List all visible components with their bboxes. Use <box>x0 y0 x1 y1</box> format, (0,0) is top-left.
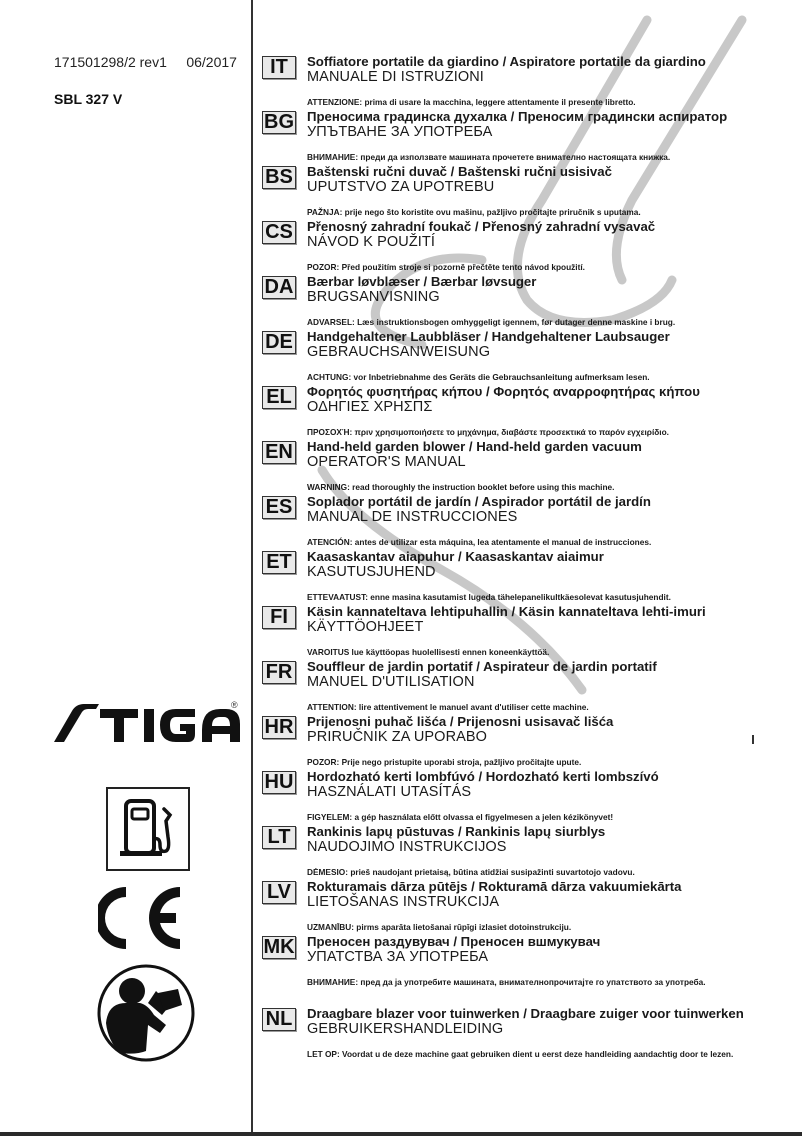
document-date: 06/2017 <box>186 54 237 70</box>
bottom-divider <box>0 1132 802 1136</box>
language-subtitle: GEBRUIKERSHANDLEIDING <box>307 1021 504 1037</box>
language-code-badge: FR <box>262 661 296 684</box>
language-title: Rankinis lapų pūstuvas / Rankinis lapų siurblys <box>307 824 606 839</box>
margin-mark <box>752 735 754 744</box>
language-entry-mk <box>262 934 792 1006</box>
language-warning: WARNING: read thoroughly the instruction booklet before using this machine. <box>307 482 615 492</box>
language-title: Hand-held garden blower / Hand-held garden vacuum <box>307 439 642 454</box>
language-title: Bærbar løvblæser / Bærbar løvsuger <box>307 274 537 289</box>
language-title: Hordozható kerti lombfúvó / Hordozható kerti lombszívó <box>307 769 659 784</box>
language-title: Käsin kannateltava lehtipuhallin / Käsin kannateltava lehti-imuri <box>307 604 706 619</box>
language-title: Přenosný zahradní foukač / Přenosný zahradní vysavač <box>307 219 656 234</box>
ce-mark-icon <box>98 885 208 951</box>
language-code-badge: NL <box>262 1008 296 1031</box>
language-title: Prijenosni puhač lišća / Prijenosni usisavač lišća <box>307 714 614 729</box>
language-warning: ВНИМАНИЕ: пред да ја употребите машината, внимателнопрочитајте го упатството за употреба. <box>307 977 706 987</box>
language-warning: ETTEVAATUST: enne masina kasutamist lugeda tähelepanelikultkäesolevat kasutusjuhendit. <box>307 592 671 602</box>
language-code-badge: EN <box>262 441 296 464</box>
language-title: Draagbare blazer voor tuinwerken / Draagbare zuiger voor tuinwerken <box>307 1006 744 1021</box>
language-entry-en <box>262 439 792 494</box>
language-warning: VAROITUS lue käyttöopas huolellisesti ennen koneenkäyttöä. <box>307 647 550 657</box>
document-number-line <box>54 54 237 70</box>
document-number: 171501298/2 rev1 <box>54 54 167 70</box>
language-subtitle: LIETOŠANAS INSTRUKCIJA <box>307 894 500 910</box>
language-subtitle: NAUDOJIMO INSTRUKCIJOS <box>307 839 507 855</box>
language-subtitle: UPUTSTVO ZA UPOTREBU <box>307 179 495 195</box>
language-title: Rokturamais dārza pūtējs / Rokturamā dārza vakuumiekārta <box>307 879 682 894</box>
language-title: Soplador portátil de jardín / Aspirador portátil de jardín <box>307 494 651 509</box>
language-entry-lt <box>262 824 792 879</box>
language-entry-de <box>262 329 792 384</box>
language-entry-et <box>262 549 792 604</box>
language-entry-lv <box>262 879 792 934</box>
language-warning: PAŽNJA: prije nego što koristite ovu mašinu, pažljivo pročitajte priručnik s uputama. <box>307 207 641 217</box>
language-warning: ΠΡΟΣΟΧΉ: πριν χρησιμοποιήσετε το μηχάνημα, διαβάστε προσεκτικά το παρόν εγχειρίδιο. <box>307 427 669 437</box>
language-subtitle: ΟΔΗΓΙΕΣ ΧΡΗΣΠΣ <box>307 399 433 415</box>
language-entry-fr <box>262 659 792 714</box>
language-warning: UZMANĪBU: pirms aparāta lietošanai rūpīgi izlasiet dotoinstrukciju. <box>307 922 572 932</box>
language-subtitle: MANUAL DE INSTRUCCIONES <box>307 509 518 525</box>
language-title: Kaasaskantav aiapuhur / Kaasaskantav aiaimur <box>307 549 604 564</box>
language-subtitle: MANUALE DI ISTRUZIONI <box>307 69 484 85</box>
language-subtitle: OPERATOR'S MANUAL <box>307 454 466 470</box>
language-title: Soffiatore portatile da giardino / Aspiratore portatile da giardino <box>307 54 706 69</box>
language-title: Φορητός φυσητήρας κήπου / Φορητός αναρροφητήρας κήπου <box>307 384 700 399</box>
language-title: Baštenski ručni duvač / Baštenski ručni usisivač <box>307 164 612 179</box>
language-entry-it <box>262 54 792 109</box>
language-entry-bs <box>262 164 792 219</box>
language-code-badge: DE <box>262 331 296 354</box>
language-warning: ATTENTION: lire attentivement le manuel avant d'utiliser cette machine. <box>307 702 589 712</box>
language-subtitle: BRUGSANVISNING <box>307 289 440 305</box>
registered-mark: ® <box>231 700 238 710</box>
language-warning: ATENCIÓN: antes de utilizar esta máquina, lea atentamente el manual de instrucciones. <box>307 537 652 547</box>
language-entry-hr <box>262 714 792 769</box>
language-entry-bg <box>262 109 792 164</box>
language-title: Handgehaltener Laubbläser / Handgehaltener Laubsauger <box>307 329 670 344</box>
language-entry-hu <box>262 769 792 824</box>
language-warning: DĖMESIO: prieš naudojant prietaisą, būtina atidžiai susipažinti suvartotojo vadovu. <box>307 867 635 877</box>
language-warning: POZOR: Před použitím stroje si pozorně přečtěte tento návod kpoužití. <box>307 262 585 272</box>
language-subtitle: GEBRAUCHSANWEISUNG <box>307 344 491 360</box>
language-warning: ВНИМАНИЕ: преди да използвате машината прочетете внимателно настоящата книжка. <box>307 152 671 162</box>
language-code-badge: ET <box>262 551 296 574</box>
language-title: Преносен раздувувач / Преносен вшмукувач <box>307 934 601 949</box>
language-entry-fi <box>262 604 792 659</box>
stiga-logo-icon <box>52 700 242 750</box>
language-warning: ADVARSEL: Læs instruktionsbogen omhyggeligt igennem, før dutager denne maskine i brug. <box>307 317 676 327</box>
cover-left-panel <box>0 0 252 1132</box>
language-code-badge: FI <box>262 606 296 629</box>
language-entry-el <box>262 384 792 439</box>
language-code-badge: BS <box>262 166 296 189</box>
language-warning: ATTENZIONE: prima di usare la macchina, leggere attentamente il presente libretto. <box>307 97 636 107</box>
model-name: SBL 327 V <box>54 91 123 107</box>
language-entry-nl <box>262 1006 792 1078</box>
language-entry-cs <box>262 219 792 274</box>
language-code-badge: LT <box>262 826 296 849</box>
language-code-badge: LV <box>262 881 296 904</box>
fuel-pump-box <box>106 787 190 871</box>
language-subtitle: УПАТСТВА ЗА УПОТРЕБА <box>307 949 489 965</box>
language-warning: POZOR: Prije nego pristupite uporabi stroja, pažljivo pročitajte upute. <box>307 757 582 767</box>
language-warning: FIGYELEM: a gép használata előtt olvassa el figyelmesen a jelen kézikönyvet! <box>307 812 614 822</box>
language-title: Преносима градинска духалка / Преносим градински аспиратор <box>307 109 728 124</box>
language-warning: LET OP: Voordat u de deze machine gaat gebruiken dient u eerst deze handleiding aandachtig door te lezen. <box>307 1049 734 1059</box>
language-subtitle: KÄYTTÖOHJEET <box>307 619 424 635</box>
language-code-badge: DA <box>262 276 296 299</box>
language-code-badge: CS <box>262 221 296 244</box>
language-code-badge: EL <box>262 386 296 409</box>
fuel-pump-icon <box>108 789 188 869</box>
language-subtitle: NÁVOD K POUŽITÍ <box>307 234 435 250</box>
language-subtitle: MANUEL D'UTILISATION <box>307 674 475 690</box>
language-code-badge: BG <box>264 111 294 133</box>
language-entry-es <box>262 494 792 549</box>
language-warning: ACHTUNG: vor Inbetriebnahme des Geräts die Gebrauchsanleitung aufmerksam lesen. <box>307 372 650 382</box>
language-code-badge: HR <box>262 716 296 739</box>
language-title: Souffleur de jardin portatif / Aspirateur de jardin portatif <box>307 659 657 674</box>
language-entry-da <box>262 274 792 329</box>
language-subtitle: PRIRUČNIK ZA UPORABO <box>307 729 488 745</box>
language-code-badge: MK <box>263 936 295 958</box>
language-subtitle: УПЪТВАНЕ ЗА УПОТРЕБА <box>307 124 493 140</box>
language-code-badge: HU <box>262 771 296 794</box>
language-code-badge: ES <box>262 496 296 519</box>
language-subtitle: HASZNÁLATI UTASÍTÁS <box>307 784 472 800</box>
language-list <box>262 54 792 1078</box>
read-manual-icon <box>96 963 196 1063</box>
language-code-badge: IT <box>262 56 296 79</box>
language-subtitle: KASUTUSJUHEND <box>307 564 436 580</box>
